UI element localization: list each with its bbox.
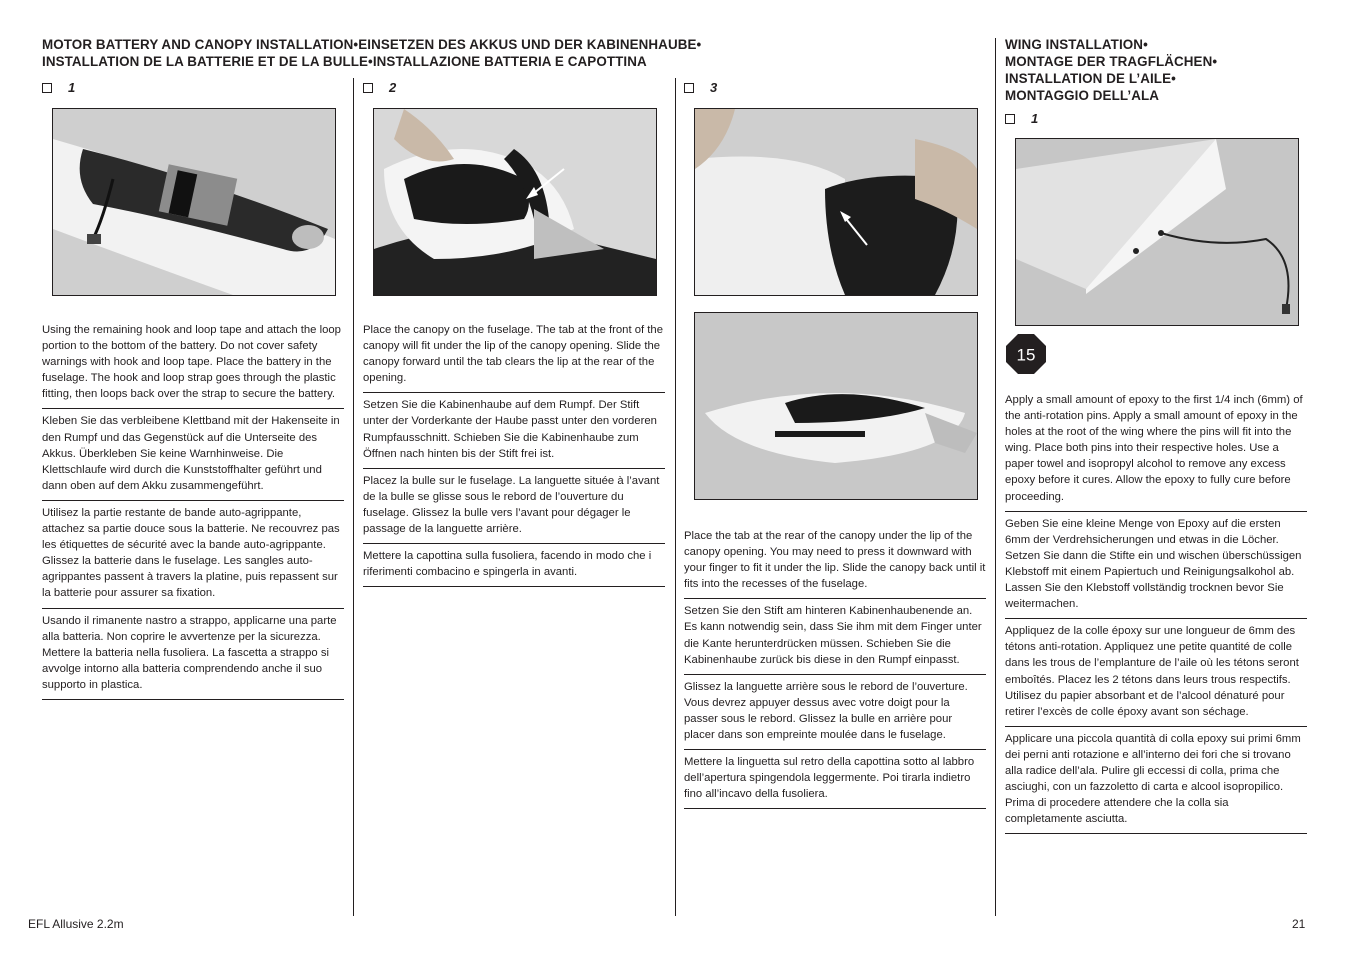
step-1-marker[interactable]: [42, 80, 75, 95]
instruction-en: Place the canopy on the fuselage. The tab at the front of the canopy will fit under the lip of the canopy opening. Slide the canopy forward until the tab clears the lip at the rear of the opening.: [363, 322, 665, 393]
step-15-badge: [1006, 334, 1046, 374]
checkbox-icon[interactable]: [684, 83, 694, 93]
instruction-it: Mettere la linguetta sul retro della capottina sotto al labbro dell’apertura spingendola leggermente. Poi tirarla indietro fino all’incavo della fusoliera.: [684, 750, 986, 809]
section-title-line: MONTAGGIO DELL’ALA: [1005, 88, 1160, 103]
column-divider: [675, 78, 676, 916]
step-number: 3: [710, 80, 718, 95]
canopy-installed-photo: [694, 312, 978, 500]
section-title-line: INSTALLATION DE LA BATTERIE ET DE LA BULLE•INSTALLAZIONE BATTERIA E CAPOTTINA: [42, 54, 647, 69]
section-title-line: INSTALLATION DE L’AILE•: [1005, 71, 1176, 86]
checkbox-icon[interactable]: [42, 83, 52, 93]
checkbox-icon[interactable]: [1005, 114, 1015, 124]
instruction-it: Usando il rimanente nastro a strappo, applicarne una parte alla batteria. Non coprire le avvertenze per la sicurezza. Mettere la batteria nella fusoliera. La fascetta a strappo si avvolge intorno alla batteria comprendendo anche il suo supporto in plastica.: [42, 609, 344, 700]
instruction-de: Kleben Sie das verbleibene Klettband mit der Hakenseite in den Rumpf und das Gegenstück auf die Unterseite des Akkus. Überkleben Sie keine Warnhinweise. Die Klettschlaufe wird durch die Kunststoffhalter geführt und dann oben auf dem Akku zusammengeführt.: [42, 409, 344, 500]
step-2-marker[interactable]: [363, 80, 396, 95]
step-number: 2: [389, 80, 397, 95]
section-title-battery-canopy: [42, 36, 962, 70]
instruction-en: Using the remaining hook and loop tape and attach the loop portion to the bottom of the battery. Do not cover safety warnings with hook and loop tape. Place the battery in the fuselage. The hook and loop strap goes through the plastic fitting, then loops back over the strap to secure the battery.: [42, 322, 344, 409]
page-number: 21: [1292, 917, 1306, 931]
wing-pins-photo: [1015, 138, 1299, 326]
badge-number: 15: [1016, 345, 1036, 365]
step-number: 1: [68, 80, 76, 95]
instruction-fr: Appliquez de la colle époxy sur une longueur de 6mm des tétons anti-rotation. Appliquez une petite quantité de colle dans les trous de l’emplanture de l’aile où les tétons seront emboîtés. Placez les 2 tétons dans leurs trous respectifs. Utilisez du papier absorbant et de l’alcool dénaturé pour retirer l’excès de colle époxy avant son séchage.: [1005, 619, 1307, 727]
section-title-line: MONTAGE DER TRAGFLÄCHEN•: [1005, 54, 1218, 69]
instruction-en: Place the tab at the rear of the canopy under the lip of the canopy opening. You may need to press it downward with your finger to fit it under the lip. Slide the canopy back until it fits into the recesses of the fuselage.: [684, 528, 986, 599]
column-divider: [353, 78, 354, 916]
column-divider: [995, 38, 996, 916]
battery-instructions: [42, 322, 344, 700]
instruction-en: Apply a small amount of epoxy to the first 1/4 inch (6mm) of the anti-rotation pins. Apply a small amount of epoxy in the holes at the root of the wing where the pins will fit into the wing. Place both pins into their respective holes. Use a paper towel and isopropyl alcohol to remove any excess epoxy before it cures. Allow the epoxy to fully cure before proceeding.: [1005, 392, 1307, 512]
battery-installation-photo: [52, 108, 336, 296]
instruction-it: Applicare una piccola quantità di colla epoxy sui primi 6mm dei perni anti rotazione e all’interno dei fori che si trovano alla radice dell’ala. Pulire gli eccessi di colla, prima che asciughi, con un fazzoletto di carta e alcool isopropilico. Prima di procedere attendere che la colla sia completamente asciutta.: [1005, 727, 1307, 835]
instruction-de: Setzen Sie die Kabinenhaube auf dem Rumpf. Der Stift unter der Vorderkante der Haube passt unter den vorderen Rumpfausschnitt. Schieben Sie die Kabinenhaube zum Öffnen nach hinten bis der Stift frei ist.: [363, 393, 665, 468]
instruction-fr: Utilisez la partie restante de bande auto-agrippante, attachez sa partie douce sous la batterie. Ne recouvrez pas les étiquettes de sécurité avec la bande auto-agrippante. Glissez la batterie dans le fuselage. Les sangles auto-agrippantes passent à travers la platine, puis repassent sur la batterie pour assurer sa fixation.: [42, 501, 344, 609]
instruction-de: Geben Sie eine kleine Menge von Epoxy auf die ersten 6mm der Verdrehsicherungen und etwas in die Löcher. Setzen Sie dann die Stifte ein und wischen überschüssigen Klebstoff mit einem Papiertuch und Reinigungsalkohol ab. Lassen Sie den Klebstoff vollständig trocknen bevor Sie weitermachen.: [1005, 512, 1307, 620]
instruction-it: Mettere la capottina sulla fusoliera, facendo in modo che i riferimenti combacino e spingerla in avanti.: [363, 544, 665, 587]
wing-instructions: [1005, 392, 1307, 834]
canopy-rear-tab-photo: [694, 108, 978, 296]
canopy-rear-instructions: [684, 528, 986, 809]
step-3-marker[interactable]: [684, 80, 717, 95]
section-title-line: MOTOR BATTERY AND CANOPY INSTALLATION•EINSETZEN DES AKKUS UND DER KABINENHAUBE•: [42, 37, 702, 52]
step-number: 1: [1031, 111, 1039, 126]
instruction-fr: Placez la bulle sur le fuselage. La languette située à l’avant de la bulle se glisse sous le rebord de l’ouverture du fuselage. Glissez la bulle vers l’avant pour dégager le passage de la languette arrière.: [363, 469, 665, 544]
section-title-wing: [1005, 36, 1305, 104]
canopy-front-instructions: [363, 322, 665, 587]
wing-step-1-marker[interactable]: [1005, 111, 1038, 126]
checkbox-icon[interactable]: [363, 83, 373, 93]
instruction-de: Setzen Sie den Stift am hinteren Kabinenhaubenende an. Es kann notwendig sein, dass Sie ihm mit dem Finger unter die Kante herunterdrücken müssen. Schieben Sie die Kabinenhaube zurück bis diese in den Rumpf einpasst.: [684, 599, 986, 674]
instruction-fr: Glissez la languette arrière sous le rebord de l’ouverture. Vous devrez appuyer dessus avec votre doigt pour la passer sous le rebord. Glissez la bulle en arrière pour placer dans son empreinte moulée dans le fuselage.: [684, 675, 986, 750]
footer-product-name: EFL Allusive 2.2m: [28, 917, 124, 931]
canopy-placement-photo: [373, 108, 657, 296]
section-title-line: WING INSTALLATION•: [1005, 37, 1148, 52]
